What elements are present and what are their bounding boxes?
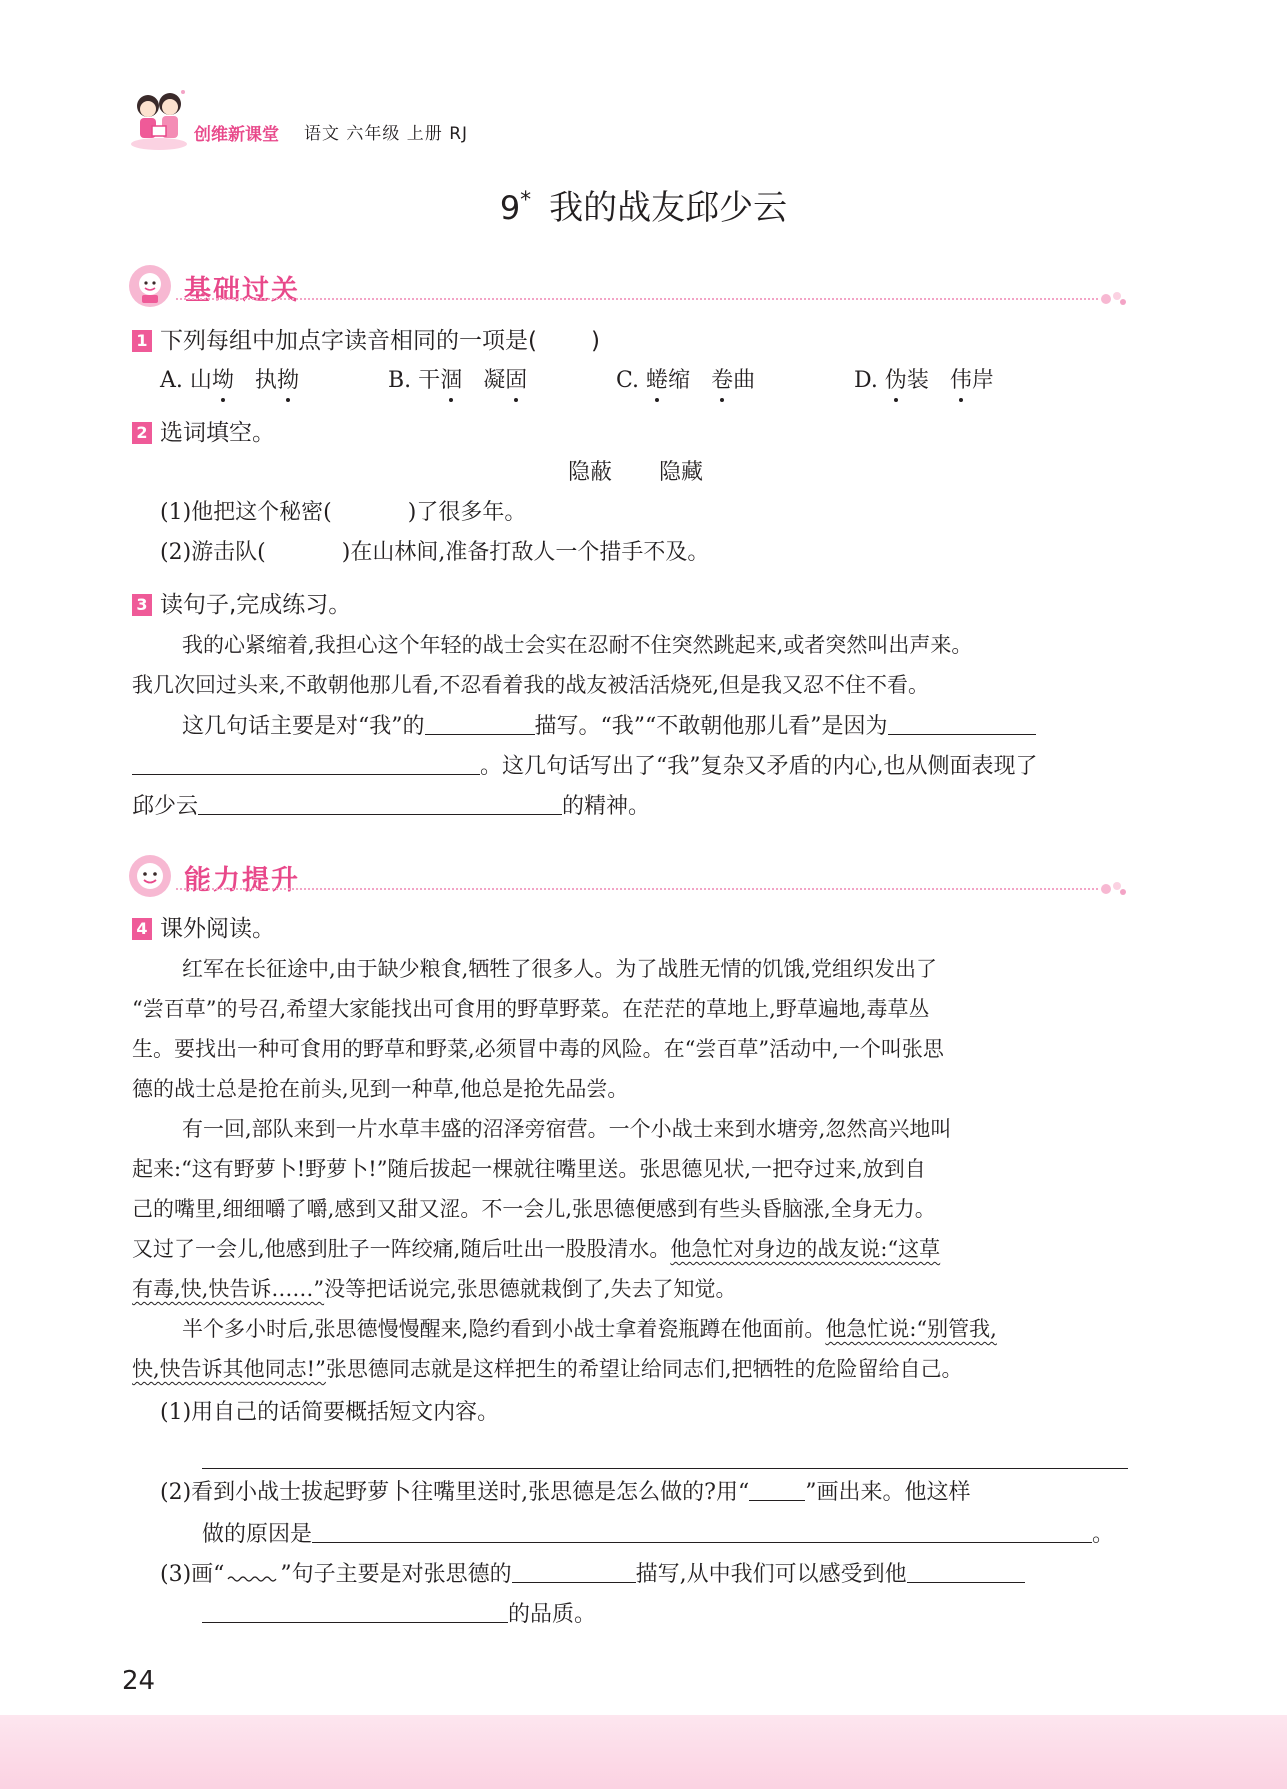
section-basic-label: 基础过关	[184, 275, 300, 306]
decorative-dots-icon	[1098, 878, 1128, 898]
question-2-stem: 选词填空。	[160, 420, 275, 446]
section-advanced-header	[128, 852, 1128, 900]
wavy-line-sample	[224, 1559, 280, 1581]
q1-option-c: C. 蜷缩 卷曲	[616, 366, 755, 396]
lesson-title-text: 我的战友邱少云	[549, 188, 788, 228]
subquestion-3-line-2: 的品质。	[202, 1598, 596, 1630]
answer-blank[interactable]	[907, 1558, 1025, 1583]
passage-line-3: 生。要找出一种可食用的野草和野菜,必须冒中毒的风险。在“尝百草”活动中,一个叫张思	[132, 1037, 944, 1061]
q2-sentence-2: (2)游击队( )在山林间,准备打敌人一个措手不及。	[160, 540, 710, 565]
subject-grade-label: 语文 六年级 上册 RJ	[304, 124, 469, 144]
question-number-badge: 3	[132, 594, 152, 616]
wavy-underlined-sentence: 有毒,快,快告诉……”	[132, 1277, 325, 1301]
book-header	[128, 88, 548, 160]
question-3-header	[132, 590, 351, 620]
question-1-header	[132, 326, 600, 356]
question-3-stem: 读句子,完成练习。	[160, 592, 352, 618]
answer-blank[interactable]	[888, 710, 1036, 735]
word-choices	[568, 458, 703, 488]
q1-option-d: D. 伪装 伟岸	[854, 366, 994, 396]
decorative-dots-icon	[1098, 288, 1128, 308]
section-advanced-label: 能力提升	[184, 865, 300, 896]
passage-line-8: 又过了一会儿,他感到肚子一阵绞痛,随后吐出一股股清水。他急忙对身边的战友说:“这草	[132, 1237, 941, 1261]
smiling-face-badge-icon	[128, 854, 172, 898]
section-divider	[176, 888, 1098, 890]
wavy-underlined-sentence: 他急忙对身边的战友说:“这草	[670, 1237, 941, 1261]
footer-band	[0, 1715, 1287, 1789]
question-2-header	[132, 418, 275, 448]
q3-passage-line-1: 我的心紧缩着,我担心这个年轻的战士会实在忍耐不住突然跳起来,或者突然叫出声来。	[182, 633, 973, 657]
lesson-title	[0, 180, 1287, 229]
passage-line-10: 半个多小时后,张思德慢慢醒来,隐约看到小战士拿着瓷瓶蹲在他面前。他急忙说:“别管我,	[182, 1317, 997, 1341]
word-choice-2: 隐藏	[659, 460, 704, 485]
lesson-star-mark: *	[520, 187, 532, 213]
question-number-badge: 4	[132, 918, 152, 940]
section-basic-header	[128, 262, 1128, 310]
answer-blank[interactable]	[312, 1518, 1092, 1543]
answer-blank[interactable]	[425, 710, 535, 735]
q3-fill-line-2: 。这几句话写出了“我”复杂又矛盾的内心,也从侧面表现了	[132, 750, 1038, 782]
page-number: 24	[122, 1666, 156, 1696]
passage-line-2: “尝百草”的号召,希望大家能找出可食用的野草野菜。在茫茫的草地上,野草遍地,毒草丛	[132, 997, 930, 1021]
question-number-badge: 1	[132, 330, 152, 352]
question-1-stem-end: )	[590, 328, 600, 354]
q2-sentence-1: (1)他把这个秘密( )了很多年。	[160, 500, 527, 525]
subquestion-1: (1)用自己的话简要概括短文内容。	[160, 1400, 500, 1425]
section-divider	[176, 298, 1098, 300]
straight-line-sample	[749, 1478, 805, 1501]
passage-line-4: 德的战士总是抢在前头,见到一种草,他总是抢先品尝。	[132, 1077, 629, 1101]
passage-line-9: 有毒,快,快告诉……”没等把话说完,张思德就栽倒了,失去了知觉。	[132, 1277, 737, 1301]
wavy-underlined-sentence: 快,快告诉其他同志!”	[132, 1357, 326, 1381]
passage-line-7: 己的嘴里,细细嚼了嚼,感到又甜又涩。不一会儿,张思德便感到有些头昏脑涨,全身无力。	[132, 1197, 936, 1221]
word-choice-1: 隐蔽	[568, 460, 613, 485]
passage-line-5: 有一回,部队来到一片水草丰盛的沼泽旁宿营。一个小战士来到水塘旁,忽然高兴地叫	[182, 1117, 952, 1141]
answer-line[interactable]	[202, 1444, 1128, 1469]
question-number-badge: 2	[132, 422, 152, 444]
passage-line-11: 快,快告诉其他同志!”张思德同志就是这样把生的希望让给同志们,把牺牲的危险留给自己。	[132, 1357, 963, 1381]
student-badge-icon	[128, 264, 172, 308]
answer-blank[interactable]	[202, 1598, 508, 1623]
answer-blank[interactable]	[198, 790, 562, 815]
subquestion-2-line-1: (2)看到小战士拔起野萝卜往嘴里送时,张思德是怎么做的?用“ ”画出来。他这样	[160, 1480, 971, 1505]
question-4-stem: 课外阅读。	[160, 916, 275, 942]
q3-fill-line-3: 邱少云 的精神。	[132, 790, 650, 822]
passage-line-1: 红军在长征途中,由于缺少粮食,牺牲了很多人。为了战胜无情的饥饿,党组织发出了	[182, 957, 938, 981]
subquestion-2-line-2: 做的原因是 。	[202, 1518, 1114, 1550]
subquestion-3-line-1: (3)画“ ”句子主要是对张思德的 描写,从中我们可以感受到他	[160, 1558, 1025, 1590]
q1-option-b: B. 干涸 凝固	[388, 366, 527, 396]
answer-blank[interactable]	[512, 1558, 636, 1583]
passage-line-6: 起来:“这有野萝卜!野萝卜!”随后拔起一棵就往嘴里送。张思德见状,一把夺过来,放到自	[132, 1157, 926, 1181]
answer-blank[interactable]	[132, 750, 480, 775]
q3-passage-line-2: 我几次回过头来,不敢朝他那儿看,不忍看着我的战友被活活烧死,但是我又忍不住不看。	[132, 673, 930, 697]
question-1-stem: 下列每组中加点字读音相同的一项是(	[160, 328, 537, 354]
series-name: 创维新课堂	[194, 125, 279, 145]
children-mascot-icon	[128, 88, 190, 154]
lesson-number: 9	[499, 189, 521, 227]
question-4-header	[132, 914, 275, 944]
wavy-underlined-sentence: 他急忙说:“别管我,	[825, 1317, 997, 1341]
q1-option-a: A. 山坳 执拗	[160, 366, 299, 396]
q3-fill-line-1: 这几句话主要是对“我”的 描写。“我”“不敢朝他那儿看”是因为	[182, 710, 1036, 742]
